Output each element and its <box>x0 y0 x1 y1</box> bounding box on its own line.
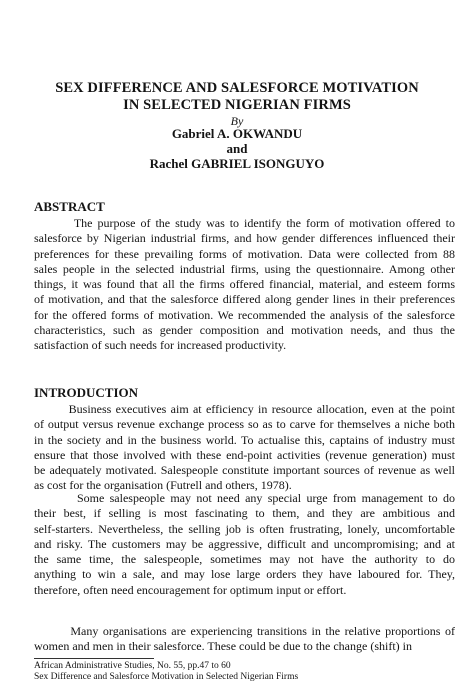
footnote-rule <box>34 658 154 659</box>
text-line: The purpose of the study was to identify the form of motivation offered to <box>34 216 455 230</box>
text-line: things, it was found that all the firms offered financial, material, and esteem forms <box>34 277 455 292</box>
text-line: ensure that those involved with these end-point activities (revenue generation) must <box>34 447 455 462</box>
text-line: self-starters. Nevertheless, the selling job is often frustrating, lonely, uncomfortable <box>34 521 455 536</box>
text-line: of motivation, and that the salesforce differed along gender lines in their preferences <box>34 292 455 307</box>
text-line: Business executives aim at efficiency in resource allocation, even at the point <box>34 402 455 416</box>
running-title: Sex Difference and Salesforce Motivation in Selected Nigerian Firms <box>34 672 299 682</box>
text-line: sales people in the selected industrial firms, using the questionnaire. Among other <box>34 261 455 276</box>
text-line: Many organisations are experiencing transitions in the relative proportions of <box>34 624 455 638</box>
text-line: characteristics, such as gender composition and motivation needs, and thus the <box>34 323 455 338</box>
text-line: the same time, the salespeople, sometimes may not have the authority to do <box>34 552 455 567</box>
text-line: therefore, often need encouragement for optimum input or effort. <box>34 582 347 597</box>
text-line: satisfaction of such needs for increased productivity. <box>34 338 287 353</box>
byline-by: By <box>230 114 244 128</box>
text-line: in the society and in the business world. To actualise this, captains of industry must <box>34 432 455 447</box>
intro-paragraph-1 <box>34 402 455 494</box>
text-line: Some salespeople may not need any special urge from management to do <box>34 491 455 505</box>
text-line: be adequately motivated. Salespeople constitute important sources of revenue as well <box>34 463 455 478</box>
introduction-heading: INTRODUCTION <box>34 385 139 400</box>
text-line: anything to win a sale, and may lose large orders they have laboured for. They, <box>34 567 455 582</box>
paper-title-line-1: SEX DIFFERENCE AND SALESFORCE MOTIVATION <box>55 80 419 96</box>
text-line: and risky. The customers may be aggressive, difficult and uncompromising; and at <box>34 536 455 551</box>
text-line: of output versus revenue exchange process so as to carve for themselves a niche both <box>34 417 455 432</box>
text-line: salesforce by Nigerian industrial firms, and how gender differences influenced their <box>34 231 455 246</box>
text-line: women and men in their salesforce. These could be due to the change (shift) in <box>34 639 412 654</box>
abstract-heading: ABSTRACT <box>34 199 105 214</box>
author-conjunction: and <box>226 141 248 156</box>
paper-title-line-2: IN SELECTED NIGERIAN FIRMS <box>123 97 351 113</box>
text-line: preferences for these prevailing forms of motivation. Data were collected from 88 <box>34 246 455 261</box>
text-line: for the offered forms of motivation. We recommended the analysis of the salesforce <box>34 307 455 322</box>
intro-paragraph-3 <box>34 624 455 655</box>
text-line: their best, if selling is most fascinating to them, and they are ambitious and <box>34 506 455 521</box>
author-2: Rachel GABRIEL ISONGUYO <box>149 156 325 171</box>
text-line: as cost for the organisation (Futrell and others, 1978). <box>34 478 292 493</box>
author-1: Gabriel A. OKWANDU <box>171 126 303 141</box>
abstract-paragraph <box>34 216 455 354</box>
intro-paragraph-2 <box>34 491 455 598</box>
journal-citation: African Administrative Studies, No. 55, pp.47 to 60 <box>34 661 231 671</box>
